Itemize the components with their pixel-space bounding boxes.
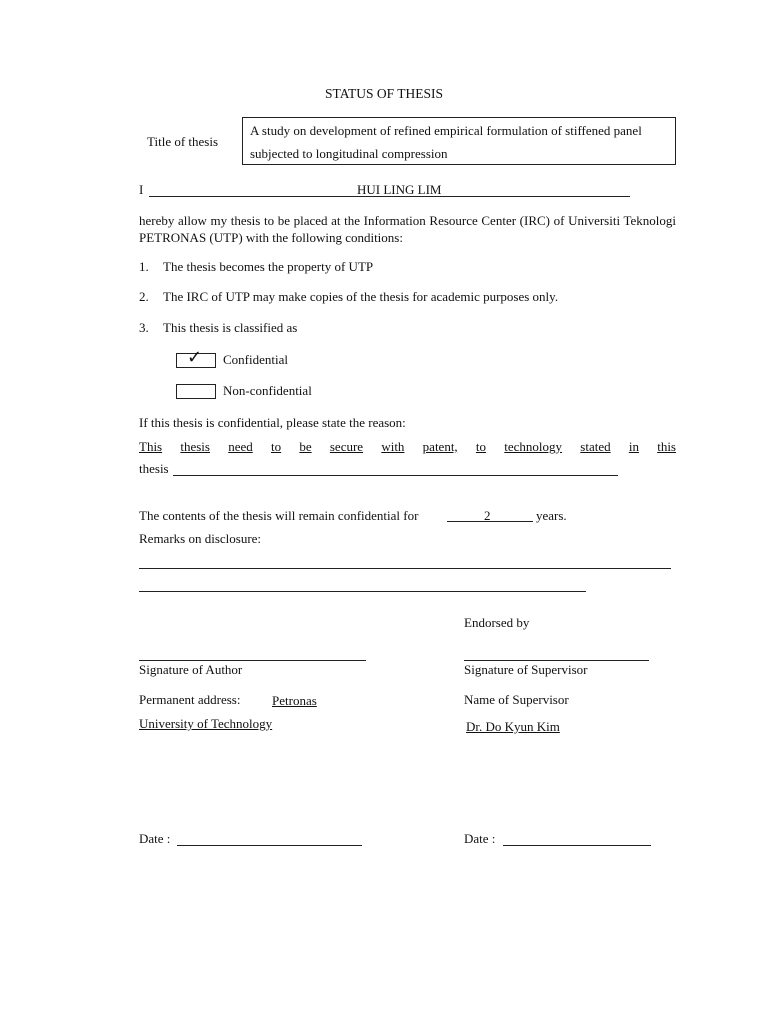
document-heading: STATUS OF THESIS	[325, 86, 443, 101]
reason-prompt: If this thesis is confidential, please state the reason:	[139, 415, 406, 430]
non-confidential-checkbox[interactable]	[176, 384, 216, 399]
reason-word: to	[271, 439, 282, 454]
reason-word: stated	[580, 439, 611, 454]
remarks-label: Remarks on disclosure:	[139, 531, 262, 546]
author-signature-line	[139, 660, 366, 661]
duration-value: 2	[484, 508, 491, 523]
date-line-author	[177, 845, 362, 846]
reason-line-2: thesis	[139, 461, 169, 476]
endorsed-by-label: Endorsed by	[464, 615, 530, 630]
reason-word: this	[657, 439, 676, 454]
reason-word: thesis	[180, 439, 210, 454]
address-line-2: University of Technology	[139, 716, 273, 731]
permission-paragraph: hereby allow my thesis to be placed at the Information Resource Center (IRC) of Universiti Teknologi PETRONAS (UTP) with the following conditions:	[139, 213, 676, 245]
signature-of-author-label: Signature of Author	[139, 662, 243, 677]
author-name: HUI LING LIM	[357, 182, 442, 197]
thesis-title-box: A study on development of refined empirical formulation of stiffened panel subjected to longitudinal compression	[242, 117, 676, 165]
duration-prefix: The contents of the thesis will remain confidential for	[139, 508, 419, 523]
reason-word: secure	[329, 439, 364, 454]
date-label-author: Date :	[139, 831, 171, 846]
remarks-line-2	[139, 591, 586, 592]
reason-word: be	[299, 439, 312, 454]
duration-suffix: years.	[536, 508, 567, 523]
reason-word: This	[139, 439, 163, 454]
reason-word: need	[228, 439, 253, 454]
condition-1-number: 1.	[139, 259, 149, 274]
condition-3-text: This thesis is classified as	[163, 320, 298, 335]
condition-2-number: 2.	[139, 289, 149, 304]
check-mark-icon: ✓	[187, 347, 203, 368]
confidential-checkbox[interactable]	[176, 347, 216, 368]
reason-word: in	[628, 439, 639, 454]
address-line-1: Petronas	[272, 693, 317, 708]
reason-word: patent,	[422, 439, 458, 454]
remarks-line-1	[139, 568, 671, 569]
reason-word: with	[381, 439, 405, 454]
i-prefix: I	[139, 182, 144, 197]
condition-3-number: 3.	[139, 320, 149, 335]
permanent-address-label: Permanent address:	[139, 692, 241, 707]
reason-line-1	[139, 436, 676, 458]
reason-word: technology	[504, 439, 563, 454]
supervisor-name: Dr. Do Kyun Kim	[466, 719, 560, 734]
supervisor-signature-line	[464, 660, 649, 661]
date-label-supervisor: Date :	[464, 831, 496, 846]
condition-2-text: The IRC of UTP may make copies of the thesis for academic purposes only.	[163, 289, 559, 304]
date-line-supervisor	[503, 845, 651, 846]
confidential-label: Confidential	[223, 352, 288, 367]
reason-word: to	[475, 439, 487, 454]
title-of-thesis-label: Title of thesis	[147, 134, 219, 149]
non-confidential-label: Non-confidential	[223, 383, 312, 398]
name-of-supervisor-label: Name of Supervisor	[464, 692, 569, 707]
reason-text	[139, 436, 676, 458]
reason-line-2-underline	[173, 475, 618, 476]
condition-1-text: The thesis becomes the property of UTP	[163, 259, 374, 274]
signature-of-supervisor-label: Signature of Supervisor	[464, 662, 588, 677]
